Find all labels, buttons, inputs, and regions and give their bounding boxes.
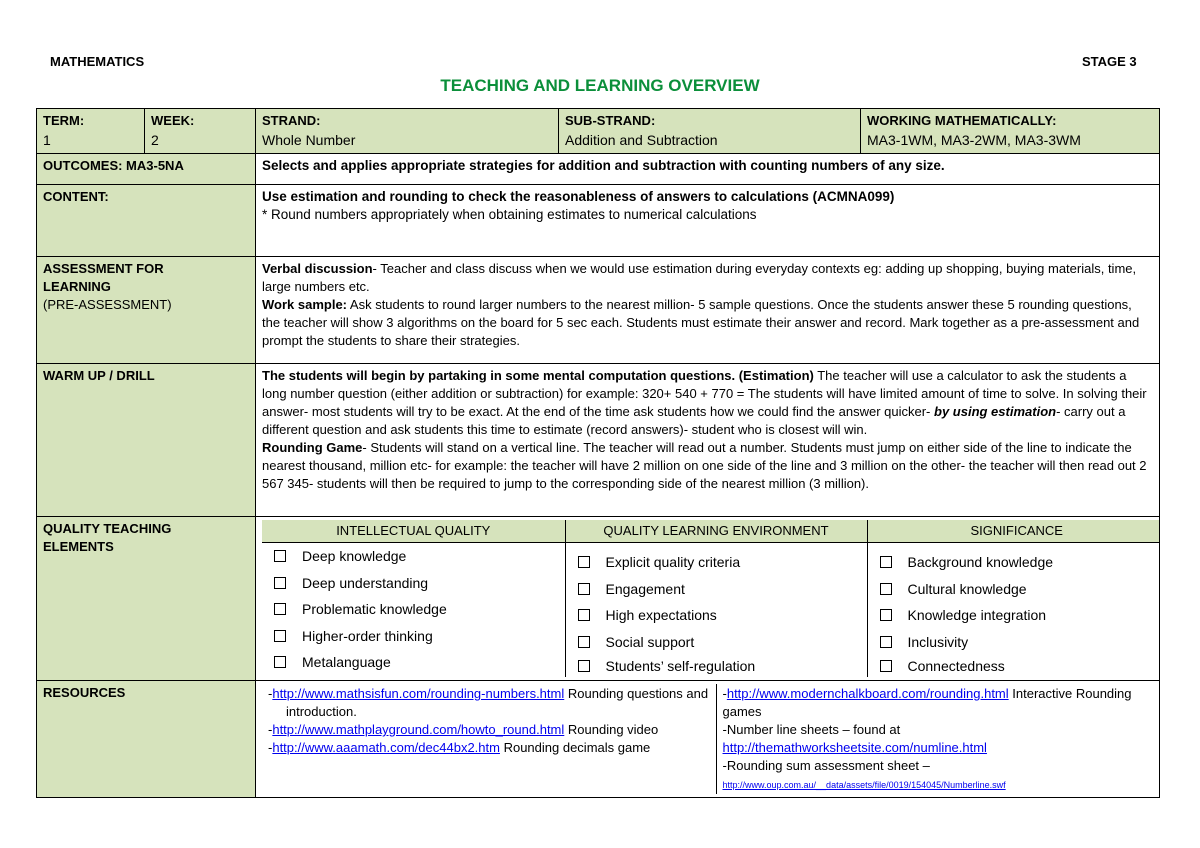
warmup-p2-text: - Students will stand on a vertical line. The teacher will read out a number. Students must jump on either side of the line to indicate the nearest thousand, million etc- for example: the teacher will have 2 million on one side of the line and 3 million on the other- the teacher will then read out 2 567 345- students will then be required to jump to the corresponding side of the nearest million (3 million). xyxy=(262,440,1147,491)
resource-prefix: - xyxy=(268,722,273,737)
strand-label: STRAND: xyxy=(262,113,321,128)
list-item[interactable] xyxy=(874,629,1160,656)
empty-checkbox-icon[interactable] xyxy=(578,636,590,648)
resource-link-row xyxy=(268,721,710,739)
qt-col1-list xyxy=(268,543,559,676)
work-sample xyxy=(262,296,1153,350)
content-label: CONTENT: xyxy=(37,185,256,257)
empty-checkbox-icon[interactable] xyxy=(274,550,286,562)
resources-cell xyxy=(256,681,1160,798)
list-item-label: Background knowledge xyxy=(907,554,1054,570)
content-cell xyxy=(256,185,1160,257)
qt-col2-list xyxy=(572,549,861,677)
list-item[interactable] xyxy=(572,602,861,629)
week-cell xyxy=(145,109,256,154)
resource-prefix: - xyxy=(268,740,273,755)
list-item-label: Explicit quality criteria xyxy=(605,554,741,570)
qt-col3-list xyxy=(874,549,1160,677)
list-item-label: Inclusivity xyxy=(907,633,969,650)
qt-col1 xyxy=(262,543,565,678)
page-title: TEACHING AND LEARNING OVERVIEW xyxy=(440,76,760,95)
qt-col3 xyxy=(867,543,1160,678)
list-item-label: Engagement xyxy=(605,580,685,597)
content-line1: Use estimation and rounding to check the reasonableness of answers to calculations (ACMNA099) xyxy=(262,189,895,204)
empty-checkbox-icon[interactable] xyxy=(880,660,892,672)
stage-label: STAGE 3 xyxy=(1082,54,1137,69)
list-item[interactable] xyxy=(572,655,861,677)
empty-checkbox-icon[interactable] xyxy=(578,583,590,595)
assessment-label-3: (PRE-ASSESSMENT) xyxy=(43,297,172,312)
list-item-label: Deep understanding xyxy=(302,574,429,591)
qt-label-1: QUALITY TEACHING xyxy=(43,521,172,536)
warmup-cell xyxy=(256,364,1160,517)
term-cell xyxy=(37,109,145,154)
verbal-discussion xyxy=(262,260,1153,296)
qt-col2 xyxy=(565,543,867,678)
substrand-value: Addition and Subtraction xyxy=(565,132,718,148)
substrand-cell xyxy=(559,109,861,154)
resource-link[interactable]: http://themathworksheetsite.com/numline.html xyxy=(722,740,987,755)
empty-checkbox-icon[interactable] xyxy=(578,660,590,672)
assessment-label-1: ASSESSMENT FOR xyxy=(43,261,164,276)
strand-cell xyxy=(256,109,559,154)
work-title: Work sample: xyxy=(262,297,348,312)
verbal-text: - Teacher and class discuss when we would use estimation during everyday contexts eg: adding up shopping, buying materials, time, large numbers etc. xyxy=(262,261,1137,294)
overview-table xyxy=(36,108,1160,798)
resource-cont-row xyxy=(268,703,710,721)
resource-desc: Rounding video xyxy=(564,722,659,737)
resource-link-row xyxy=(268,739,710,757)
resource-prefix: - xyxy=(722,686,727,701)
qt-col1-title: INTELLECTUAL QUALITY xyxy=(262,520,565,543)
resource-link[interactable]: http://www.mathsisfun.com/rounding-numbers.html xyxy=(272,686,565,701)
week-label: WEEK: xyxy=(151,113,195,128)
warmup-p1-em: by using estimation xyxy=(934,404,1057,419)
resource-text-row xyxy=(723,757,1160,775)
resource-desc: Rounding decimals game xyxy=(499,740,651,755)
warmup-p1-bold: The students will begin by partaking in some mental computation questions. (Estimation) xyxy=(262,368,814,383)
list-item-label: Connectedness xyxy=(907,658,1005,674)
resource-link[interactable]: http://www.modernchalkboard.com/rounding.html xyxy=(726,686,1009,701)
list-item-label: Deep knowledge xyxy=(302,548,407,564)
list-item[interactable] xyxy=(874,576,1160,603)
wm-value: MA3-1WM, MA3-2WM, MA3-3WM xyxy=(867,132,1081,148)
list-item-label: Problematic knowledge xyxy=(302,601,447,617)
warmup-p1-text: The teacher will use a calculator to ask the students a long number question (either addition or subtraction) for example: 320+ 540 + 770 = The students will have limited amount of time to solve. In solving their answer- most students will try to be exact. At the end of the time ask students how we could find the answer quicker- xyxy=(262,368,1147,419)
wm-label: WORKING MATHEMATICALLY: xyxy=(867,113,1057,128)
subject-label: MATHEMATICS xyxy=(50,54,145,69)
warmup-p2-bold: Rounding Game xyxy=(262,440,363,455)
resource-prefix: -Rounding sum assessment sheet – xyxy=(722,758,930,773)
list-item-label: Knowledge integration xyxy=(907,607,1047,623)
resources-right xyxy=(716,684,1160,794)
empty-checkbox-icon[interactable] xyxy=(274,577,286,589)
content-line2: * Round numbers appropriately when obtaining estimates to numerical calculations xyxy=(262,207,757,222)
empty-checkbox-icon[interactable] xyxy=(880,609,892,621)
resources-inner-table xyxy=(262,684,1160,794)
empty-checkbox-icon[interactable] xyxy=(274,630,286,642)
empty-checkbox-icon[interactable] xyxy=(880,583,892,595)
qt-inner-table xyxy=(262,520,1160,677)
resource-desc: Interactive Rounding games xyxy=(722,686,1132,719)
qt-col3-title: SIGNIFICANCE xyxy=(867,520,1160,543)
list-item[interactable] xyxy=(874,602,1160,629)
resources-left xyxy=(262,684,716,794)
resource-prefix: -Number line sheets – found at xyxy=(722,722,901,737)
list-item-label: Higher-order thinking xyxy=(302,627,433,644)
empty-checkbox-icon[interactable] xyxy=(274,603,286,615)
qt-label-2: ELEMENTS xyxy=(43,539,114,554)
resource-link[interactable]: http://www.oup.com.au/__data/assets/file/0019/154045/Numberline.swf xyxy=(722,780,1006,790)
warmup-paragraph-1 xyxy=(262,367,1153,439)
week-value: 2 xyxy=(151,132,159,148)
assessment-cell xyxy=(256,257,1160,364)
list-item[interactable] xyxy=(268,543,559,570)
term-value: 1 xyxy=(43,132,51,148)
list-item[interactable] xyxy=(268,596,559,623)
verbal-title: Verbal discussion xyxy=(262,261,373,276)
list-item[interactable] xyxy=(268,623,559,650)
strand-value: Whole Number xyxy=(262,132,356,148)
qt-col2-title: QUALITY LEARNING ENVIRONMENT xyxy=(565,520,867,543)
resource-link-row xyxy=(723,685,1160,721)
list-item-label: High expectations xyxy=(605,607,717,623)
empty-checkbox-icon[interactable] xyxy=(880,636,892,648)
qt-cell xyxy=(256,517,1160,681)
list-item[interactable] xyxy=(572,629,861,656)
warmup-label: WARM UP / DRILL xyxy=(37,364,256,517)
resource-link-row xyxy=(268,685,710,703)
list-item-label: Social support xyxy=(605,633,695,650)
resource-link-row xyxy=(723,775,1160,794)
empty-checkbox-icon[interactable] xyxy=(578,609,590,621)
resources-label: RESOURCES xyxy=(37,681,256,798)
work-text: Ask students to round larger numbers to the nearest million- 5 sample questions. Once the students answer these 5 rounding questions, the teacher will show 3 algorithms on the board for 5 sec each. Students must estimate their answer and record. Mark together as a pre-assessment and prompt the students to share their strategies. xyxy=(262,297,1140,348)
list-item-label: Metalanguage xyxy=(302,654,391,670)
substrand-label: SUB-STRAND: xyxy=(565,113,656,128)
qt-label-cell xyxy=(37,517,256,681)
resource-link-row xyxy=(723,721,1160,757)
outcomes-label: OUTCOMES: MA3-5NA xyxy=(37,154,256,185)
empty-checkbox-icon[interactable] xyxy=(880,556,892,568)
resource-desc: Rounding questions and xyxy=(564,686,709,701)
warmup-p1-text2: - carry out a different question and ask students this time to estimate (record answers)- student who is closest will win. xyxy=(262,404,1126,437)
list-item[interactable] xyxy=(268,570,559,597)
list-item[interactable] xyxy=(874,655,1160,677)
list-item[interactable] xyxy=(572,576,861,603)
wm-cell xyxy=(861,109,1160,154)
list-item-label: Cultural knowledge xyxy=(907,580,1027,597)
empty-checkbox-icon[interactable] xyxy=(578,556,590,568)
resource-prefix: - xyxy=(268,686,273,701)
resource-link[interactable]: http://www.aaamath.com/dec44bx2.htm xyxy=(272,740,500,755)
assessment-label-2: LEARNING xyxy=(43,279,111,294)
list-item[interactable] xyxy=(268,649,559,676)
warmup-paragraph-2 xyxy=(262,439,1153,493)
resource-desc-cont: introduction. xyxy=(286,704,357,719)
resource-link[interactable]: http://www.mathplayground.com/howto_round.html xyxy=(272,722,565,737)
empty-checkbox-icon[interactable] xyxy=(274,656,286,668)
term-label: TERM: xyxy=(43,113,85,128)
assessment-label-cell xyxy=(37,257,256,364)
list-item[interactable] xyxy=(874,549,1160,576)
list-item[interactable] xyxy=(572,549,861,576)
list-item-label: Students’ self-regulation xyxy=(605,658,756,674)
outcomes-text: Selects and applies appropriate strategies for addition and subtraction with counting numbers of any size. xyxy=(256,154,1160,185)
